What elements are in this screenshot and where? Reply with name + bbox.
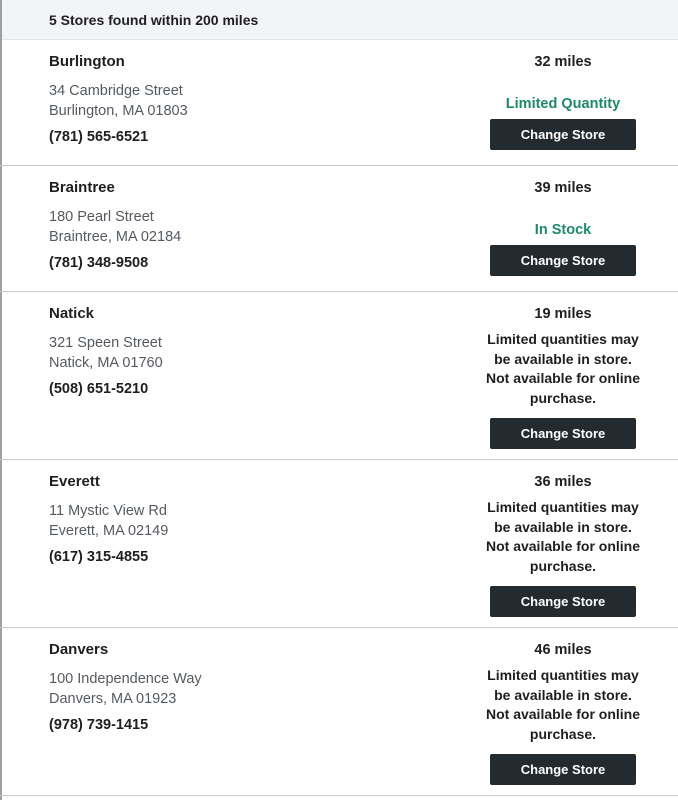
store-distance: 39 miles bbox=[534, 180, 592, 196]
store-phone: (781) 565-6521 bbox=[49, 129, 149, 145]
change-store-button[interactable]: Change Store bbox=[490, 418, 636, 449]
stock-status: In Stock bbox=[534, 222, 592, 238]
store-info bbox=[49, 53, 188, 146]
results-header bbox=[0, 0, 678, 40]
store-name: Everett bbox=[49, 473, 100, 490]
stock-status: Limited Quantity bbox=[505, 96, 621, 112]
store-phone: (508) 651-5210 bbox=[49, 381, 149, 397]
address-city: Burlington, MA 01803 bbox=[49, 103, 188, 119]
store-availability bbox=[490, 179, 636, 276]
change-store-button[interactable]: Change Store bbox=[490, 754, 636, 785]
address-city: Natick, MA 01760 bbox=[49, 355, 163, 371]
address-city: Everett, MA 02149 bbox=[49, 523, 169, 539]
address-street: 100 Independence Way bbox=[49, 671, 202, 687]
store-address bbox=[49, 669, 202, 709]
store-item-danvers bbox=[0, 628, 678, 796]
store-availability bbox=[485, 641, 641, 785]
address-street: 11 Mystic View Rd bbox=[49, 503, 167, 519]
store-distance: 46 miles bbox=[534, 642, 592, 658]
store-address bbox=[49, 81, 188, 121]
store-phone: (978) 739-1415 bbox=[49, 717, 149, 733]
store-address bbox=[49, 333, 163, 373]
store-distance: 36 miles bbox=[534, 474, 592, 490]
store-item-burlington bbox=[0, 40, 678, 166]
store-name: Danvers bbox=[49, 641, 109, 658]
address-street: 321 Speen Street bbox=[49, 335, 162, 351]
address-city: Braintree, MA 02184 bbox=[49, 229, 182, 245]
store-phone: (617) 315-4855 bbox=[49, 549, 149, 565]
store-address bbox=[49, 501, 168, 541]
change-store-button[interactable]: Change Store bbox=[490, 586, 636, 617]
availability-note: Limited quantities may be available in store. Not available for online purchase. bbox=[485, 667, 641, 742]
store-name: Braintree bbox=[49, 179, 115, 196]
store-name: Burlington bbox=[49, 53, 125, 70]
store-phone: (781) 348-9508 bbox=[49, 255, 149, 271]
store-availability bbox=[485, 305, 641, 449]
store-name: Natick bbox=[49, 305, 95, 322]
store-info bbox=[49, 473, 168, 566]
store-availability bbox=[490, 53, 636, 150]
address-street: 34 Cambridge Street bbox=[49, 83, 183, 99]
store-distance: 32 miles bbox=[534, 54, 592, 70]
store-info bbox=[49, 179, 181, 272]
address-street: 180 Pearl Street bbox=[49, 209, 154, 225]
availability-note: Limited quantities may be available in store. Not available for online purchase. bbox=[485, 331, 641, 406]
change-store-button[interactable]: Change Store bbox=[490, 119, 636, 150]
store-distance: 19 miles bbox=[534, 306, 592, 322]
store-info bbox=[49, 641, 202, 734]
store-info bbox=[49, 305, 163, 398]
store-item-braintree bbox=[0, 166, 678, 292]
results-count-title: 5 Stores found within 200 miles bbox=[49, 11, 259, 28]
store-item-natick bbox=[0, 292, 678, 460]
store-item-everett bbox=[0, 460, 678, 628]
address-city: Danvers, MA 01923 bbox=[49, 691, 177, 707]
store-address bbox=[49, 207, 181, 247]
change-store-button[interactable]: Change Store bbox=[490, 245, 636, 276]
store-availability bbox=[485, 473, 641, 617]
availability-note: Limited quantities may be available in store. Not available for online purchase. bbox=[485, 499, 641, 574]
